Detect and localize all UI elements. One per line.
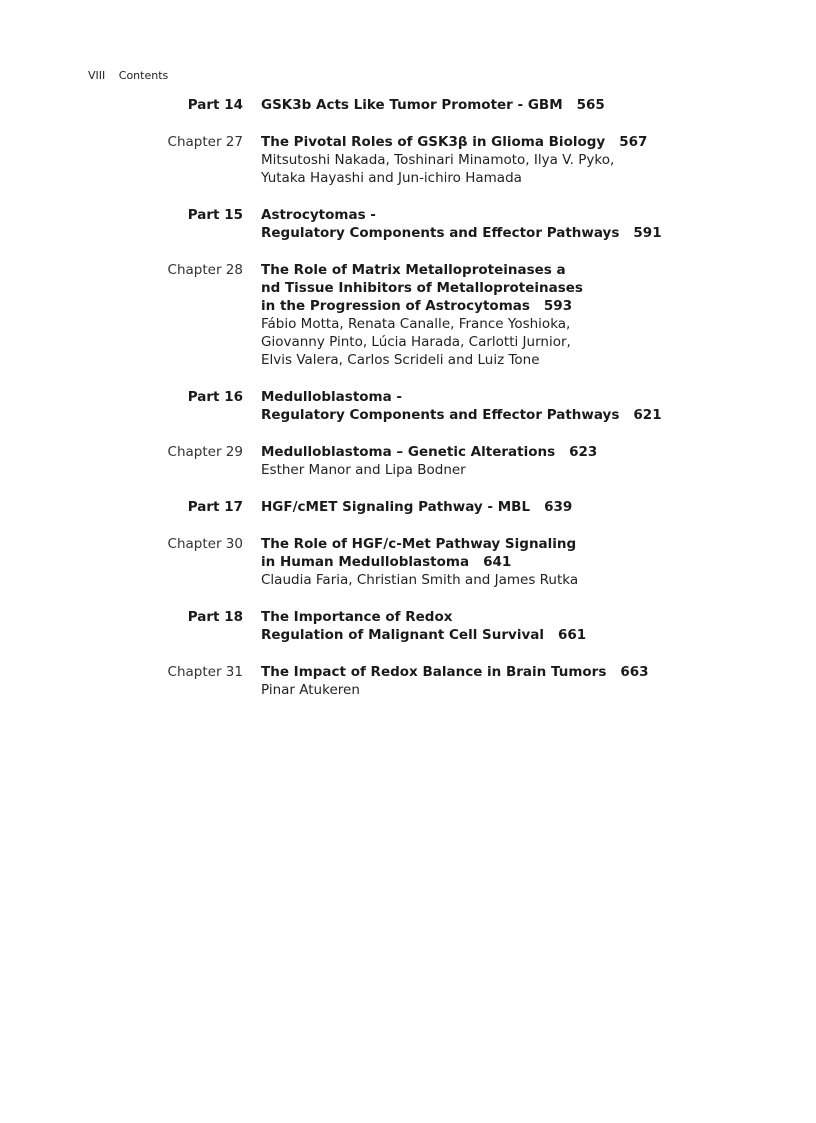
entry-title-text: Medulloblastoma – Genetic Alterations	[261, 444, 556, 460]
entry-title-text: in the Progression of Astrocytomas	[261, 298, 530, 314]
entry-title-text: Medulloblastoma -	[261, 389, 403, 405]
part-label: Part 18	[187, 609, 243, 625]
entry-page-number: 567	[619, 134, 648, 150]
entry-authors-line: Elvis Valera, Carlos Scrideli and Luiz Tone	[261, 352, 540, 368]
table-of-contents	[0, 96, 816, 718]
toc-chapter-entry[interactable]	[0, 443, 816, 479]
entry-title-text: The Role of HGF/c-Met Pathway Signaling	[261, 536, 577, 552]
entry-page-number: 593	[543, 298, 573, 314]
entry-page-number: 639	[544, 499, 573, 515]
entry-title-text: Regulatory Components and Effector Pathways	[261, 407, 620, 423]
entry-authors-line: Mitsutoshi Nakada, Toshinari Minamoto, Ilya V. Pyko,	[261, 152, 615, 168]
entry-authors-line: Esther Manor and Lipa Bodner	[261, 462, 466, 478]
entry-body	[261, 535, 781, 589]
entry-title-text: Regulatory Components and Effector Pathways	[261, 225, 620, 241]
entry-page-number: 641	[483, 554, 512, 570]
entry-title-line	[261, 608, 781, 626]
entry-page-number: 661	[558, 627, 587, 643]
part-label: Part 14	[187, 97, 243, 113]
entry-title-line	[261, 663, 781, 681]
part-label: Part 16	[187, 389, 243, 405]
entry-page-number: 623	[569, 444, 598, 460]
entry-title-text: in Human Medulloblastoma	[261, 554, 470, 570]
toc-chapter-entry[interactable]	[0, 663, 816, 699]
toc-part-entry[interactable]	[0, 498, 816, 516]
entry-title-line	[261, 206, 781, 224]
entry-title-line	[261, 96, 781, 114]
page-number: VIII	[88, 69, 106, 82]
entry-title-text: nd Tissue Inhibitors of Metalloproteinases	[261, 280, 583, 296]
chapter-label: Chapter 31	[167, 664, 243, 680]
entry-body	[261, 388, 781, 424]
entry-authors-line: Fábio Motta, Renata Canalle, France Yoshioka,	[261, 316, 571, 332]
toc-part-entry[interactable]	[0, 206, 816, 242]
entry-title-text: The Impact of Redox Balance in Brain Tumors	[261, 664, 607, 680]
entry-page-number: 621	[633, 407, 662, 423]
entry-page-number: 565	[576, 97, 605, 113]
entry-title-line	[261, 224, 781, 242]
entry-title-line	[261, 388, 781, 406]
chapter-label: Chapter 29	[167, 444, 243, 460]
entry-page-number: 591	[633, 225, 662, 241]
toc-chapter-entry[interactable]	[0, 133, 816, 187]
entry-title-line	[261, 626, 781, 644]
chapter-label: Chapter 30	[167, 536, 243, 552]
running-head	[88, 69, 168, 82]
entry-body	[261, 133, 781, 187]
entry-title-line	[261, 133, 781, 151]
toc-part-entry[interactable]	[0, 388, 816, 424]
entry-body	[261, 443, 781, 479]
entry-title-line	[261, 279, 781, 297]
toc-part-entry[interactable]	[0, 96, 816, 114]
entry-body	[261, 498, 781, 516]
entry-title-text: The Role of Matrix Metalloproteinases a	[261, 262, 566, 278]
toc-chapter-entry[interactable]	[0, 535, 816, 589]
entry-title-line	[261, 498, 781, 516]
entry-title-line	[261, 297, 781, 315]
entry-title-line	[261, 406, 781, 424]
toc-chapter-entry[interactable]	[0, 261, 816, 369]
toc-part-entry[interactable]	[0, 608, 816, 644]
entry-title-line	[261, 535, 781, 553]
entry-title-text: The Importance of Redox	[261, 609, 453, 625]
entry-body	[261, 608, 781, 644]
section-title: Contents	[118, 69, 169, 82]
entry-page-number: 663	[620, 664, 649, 680]
entry-authors-line: Giovanny Pinto, Lúcia Harada, Carlotti Jurnior,	[261, 334, 571, 350]
part-label: Part 17	[187, 499, 243, 515]
entry-title-text: Regulation of Malignant Cell Survival	[261, 627, 544, 643]
entry-authors-line: Yutaka Hayashi and Jun-ichiro Hamada	[261, 170, 522, 186]
entry-body	[261, 663, 781, 699]
entry-title-line	[261, 443, 781, 461]
part-label: Part 15	[187, 207, 243, 223]
entry-title-text: The Pivotal Roles of GSK3β in Glioma Biology	[261, 134, 606, 150]
entry-body	[261, 206, 781, 242]
entry-title-text: GSK3b Acts Like Tumor Promoter - GBM	[261, 97, 563, 113]
entry-authors-line: Pinar Atukeren	[261, 682, 360, 698]
entry-title-text: Astrocytomas -	[261, 207, 376, 223]
chapter-label: Chapter 28	[167, 262, 243, 278]
chapter-label: Chapter 27	[167, 134, 243, 150]
entry-body	[261, 96, 781, 114]
entry-title-line	[261, 553, 781, 571]
entry-authors-line: Claudia Faria, Christian Smith and James Rutka	[261, 572, 579, 588]
entry-title-text: HGF/cMET Signaling Pathway - MBL	[261, 499, 531, 515]
entry-body	[261, 261, 781, 369]
entry-title-line	[261, 261, 781, 279]
